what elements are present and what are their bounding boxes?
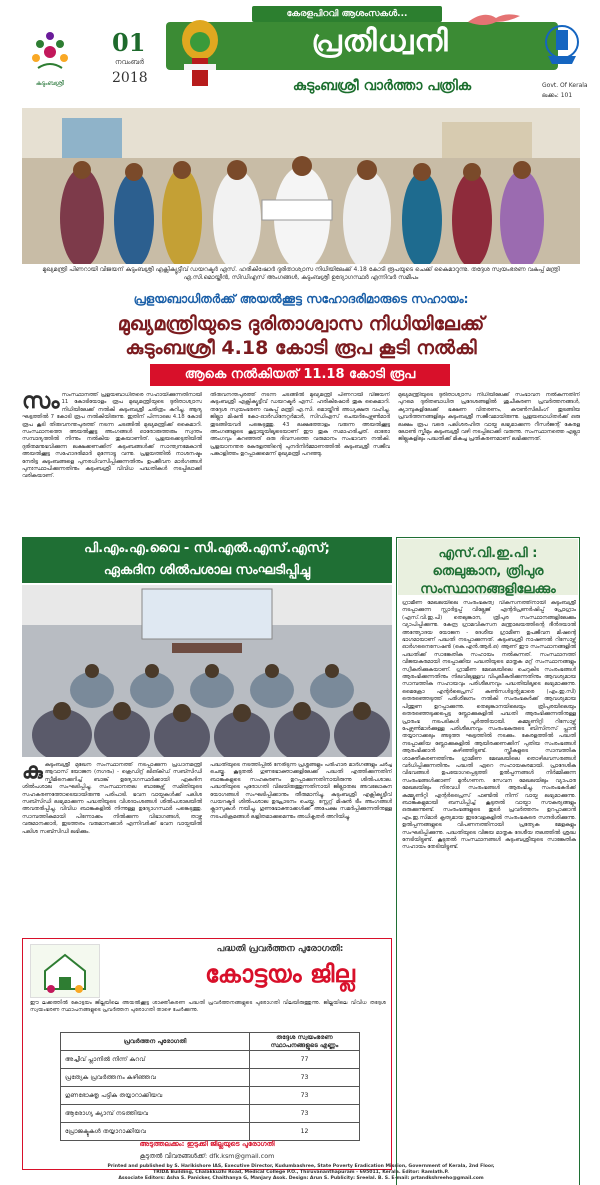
issue-year: 2018 [112, 70, 148, 86]
logo-label: കുടുംബശ്രീ [35, 80, 65, 87]
kudumbashree-logo-icon [28, 30, 72, 74]
pmay-dropcap: കു [22, 762, 43, 784]
pmay-col1-text: കുടുംബശ്രീ മുഖേന സംസ്ഥാനത്ത് നടപ്പാക്കുന്ന പ്രധാനമന്ത്രി ആവാസ് യോജന (നഗരം) - ക്രെഡിറ്റ് ലിങ്ക്ഡ് സബ്സിഡി സ്കീമിനെക്കുറിച്ച് ബാങ്ക് ഉദ്യോഗസ്ഥർക്കായി ഏകദിന ശിൽപശാല സംഘടിപ്പിച്ചു. സംസ്ഥാനതല ബാങ്കേഴ്സ് സമിതിയുടെ സഹകരണത്തോടെയായിരുന്നു പരിപാടി. ഭവന വായ്പകൾക്ക് പലിശ സബ്സിഡി ലഭ്യമാക്കുന്ന പദ്ധതിയുടെ വിശദാംശങ്ങൾ ശിൽപശാലയിൽ അവതരിപ്പിച്ചു. വിവിധ ബാങ്കുകളിൽ നിന്നുള്ള ഉദ്യോഗസ്ഥർ പങ്കെടുത്തു. സാമ്പത്തികമായി പിന്നോക്കം നിൽക്കുന്ന വിഭാഗങ്ങൾ, താഴ്ന്ന വരുമാനക്കാർ, ഇടത്തരം വരുമാനക്കാർ എന്നിവർക്ക് ഭവന വായ്പയിൽ പലിശ സബ്സിഡി ലഭിക്കും. [22, 762, 202, 835]
colophon-line3: Associate Editors: Asha S. Panicker, Chaithanya G, Manjary Asok. Design: Arun S. Publicity: Sreelal. B. S. E-mail: prtandkshreeho@gmail.com [118, 1176, 484, 1181]
colophon [22, 1164, 580, 1182]
table-row [61, 1087, 360, 1105]
table-header-count: തദ്ദേശ സ്വയംഭരണ സ്ഥാപനങ്ങളുടെ എണ്ണം [250, 1033, 360, 1051]
row-value: 73 [250, 1069, 360, 1087]
table-row [61, 1105, 360, 1123]
lead-headline-line1: മുഖ്യമന്ത്രിയുടെ ദുരിതാശ്വാസ നിധിയിലേക്ക് [117, 313, 485, 335]
row-label: ആരോഗ്യ ക്യാമ്പ് നടത്തിയവ [61, 1105, 250, 1123]
kottayam-kicker: പദ്ധതി പ്രവർത്തന പുരോഗതി: [216, 944, 344, 954]
colophon-line2: TRIDA Building, Chalakkuzhi Road, Medical College P.O., Thiruvananthapuram - 695011, Kerala. Editor: Ramlath.P. [153, 1170, 449, 1175]
house-icon [31, 945, 99, 997]
volume-label: ലക്കം: 101 [542, 92, 573, 99]
pmay-headline-line1: പി.എം.എ.വൈ - സി.എൽ.എസ്.എസ്; [84, 541, 330, 556]
tagline: കേരളപിറവി ആശംസകൾ... [252, 6, 442, 22]
pmay-headline [22, 537, 392, 583]
govt-label: Govt. Of Kerala [542, 82, 588, 89]
table-header-activity: പ്രവർത്തന പുരോഗതി [61, 1033, 250, 1051]
total-amount-banner: ആകെ നൽകിയത് 11.18 കോടി രൂപ [150, 364, 450, 386]
svep-headline-line3: സംസ്ഥാനങ്ങളിലേക്കും [420, 582, 556, 597]
row-label: ഗുണഭോക്തൃ പട്ടിക തയ്യാറാക്കിയവ [61, 1087, 250, 1105]
workshop-photo [22, 585, 392, 757]
lead-headline [22, 312, 580, 360]
table-row [61, 1051, 360, 1069]
lead-photo-caption: മുഖ്യമന്ത്രി പിണറായി വിജയന് കുടുംബശ്രീ എക്സിക്യൂട്ടീവ് ഡയറക്ടർ എസ്. ഹരികിഷോർ ദുരിതാശ്വാസ നിധിയിലേക്ക് 4.18 കോടി രൂപയുടെ ചെക്ക് കൈമാറുന്നു. തദ്ദേശ സ്വയംഭരണ വകുപ്പ് മന്ത്രി എ.സി.മൊയ്തീൻ, സിഡിഎസ് അംഗങ്ങൾ, കുടുംബശ്രീ ഉദ്യോഗസ്ഥർ എന്നിവർ സമീപം [42, 266, 560, 281]
newsletter-subtitle: കുടുംബശ്രീ വാർത്താ പത്രിക [292, 78, 472, 94]
lead-kicker: പ്രളയബാധിതർക്ക് അയൽക്കൂട്ട സഹോദരിമാരുടെ സഹായം: [133, 292, 469, 306]
masthead [0, 0, 600, 108]
svep-headline-line2: തെലുങ്കാന, ത്രിപുര [432, 564, 544, 579]
pmay-headline-line2: ഏകദിന ശിൽപശാല സംഘടിപ്പിച്ചു [103, 563, 311, 578]
row-value: 77 [250, 1051, 360, 1069]
table-header-row [61, 1033, 360, 1051]
pmay-col2-text: പദ്ധതിയുടെ നടത്തിപ്പിൽ നേരിടുന്ന പ്രശ്നങ്ങളും പരിഹാര മാർഗങ്ങളും ചർച്ച ചെയ്തു. കൂടുതൽ ഗുണഭോക്താക്കളിലേക്ക് പദ്ധതി എത്തിക്കുന്നതിന് ബാങ്കുകളുടെ സഹകരണം ഉറപ്പാക്കുന്നതിനായിരുന്നു ശിൽപശാല. പദ്ധതിയുടെ പുരോഗതി വിലയിരുത്തുന്നതിനായി ജില്ലാതല അവലോകന യോഗങ്ങൾ സംഘടിപ്പിക്കാനും തീരുമാനിച്ചു. കുടുംബശ്രീ എക്സിക്യൂട്ടീവ് ഡയറക്ടർ ശിൽപശാല ഉദ്ഘാടനം ചെയ്തു. സ്റ്റേറ്റ് മിഷൻ ടീം അംഗങ്ങൾ ക്ലാസുകൾ നയിച്ചു. ഗുണഭോക്താക്കൾക്ക് അപേക്ഷ സമർപ്പിക്കുന്നതിനുള്ള നടപടിക്രമങ്ങൾ ലളിതമാക്കുമെന്നും അധികൃതർ അറിയിച്ചു. [210, 762, 392, 820]
issue-number: 01 [112, 28, 146, 57]
kerala-emblem-icon [542, 22, 582, 68]
row-value: 73 [250, 1105, 360, 1123]
newsletter-title: പ്രതിധ്വനി [311, 24, 449, 59]
lead-column-2 [210, 392, 390, 532]
kottayam-intro: ഈ ലക്കത്തിൽ കോട്ടയം ജില്ലയിലെ അയൽക്കൂട്ട ശാക്തീകരണ പദ്ധതി പ്രവർത്തനങ്ങളുടെ പുരോഗതി വിലയിരുത്തുന്നു. ജില്ലയിലെ വിവിധ തദ്ദേശ സ്വയംഭരണ സ്ഥാപനങ്ങളുടെ പ്രവർത്തന പുരോഗതി താഴെ ചേർക്കുന്നു. [30, 1000, 386, 1013]
kottayam-title: കോട്ടയം ജില്ല [205, 960, 355, 988]
lead-col3-text: മുഖ്യമന്ത്രിയുടെ ദുരിതാശ്വാസ നിധിയിലേക്ക് സംഭാവന നൽകുന്നതിന് പുറമെ ദുരിതബാധിത പ്രദേശങ്ങളിൽ ശുചീകരണ പ്രവർത്തനങ്ങൾ, ക്യാമ്പുകളിലേക്ക് ഭക്ഷണ വിതരണം, കൗൺസിലിംഗ് തുടങ്ങിയ പ്രവർത്തനങ്ങളിലും കുടുംബശ്രീ സജീവമായിരുന്നു. പ്രളയബാധിതർക്ക് ഒരു ലക്ഷം രൂപ വരെ പലിശരഹിത വായ്പ ലഭ്യമാക്കുന്ന റീസർജന്റ് കേരള ലോൺ സ്കീമും കുടുംബശ്രീ വഴി നടപ്പിലാക്കി വരുന്നു. സംസ്ഥാനത്തെ എല്ലാ ജില്ലകളിലും പദ്ധതിക്ക് മികച്ച പ്രതികരണമാണ് ലഭിക്കുന്നത്. [398, 392, 580, 443]
lead-col2-text: തിരുവനന്തപുരത്ത് നടന്ന ചടങ്ങിൽ മുഖ്യമന്ത്രി പിണറായി വിജയന് കുടുംബശ്രീ എക്സിക്യൂട്ടീവ് ഡയറക്ടർ എസ്. ഹരികിഷോർ തുക കൈമാറി. തദ്ദേശ സ്വയംഭരണ വകുപ്പ് മന്ത്രി എ.സി. മൊയ്തീൻ അധ്യക്ഷത വഹിച്ചു. ജില്ലാ മിഷൻ കോ-ഓർഡിനേറ്റർമാർ, സിഡിഎസ് ചെയർപേഴ്സൺമാർ തുടങ്ങിയവർ പങ്കെടുത്തു. 43 ലക്ഷത്തോളം വരുന്ന അയൽക്കൂട്ട അംഗങ്ങളുടെ കൂട്ടായ്മയിലൂടെയാണ് ഈ തുക സമാഹരിച്ചത്. ഓരോ അംഗവും കുറഞ്ഞത് ഒരു ദിവസത്തെ വരുമാനം സംഭാവന നൽകി. പ്രളയാനന്തര കേരളത്തിന്റെ പുനർനിർമ്മാണത്തിൽ കുടുംബശ്രീ സജീവ പങ്കാളിത്തം ഉറപ്പാക്കുമെന്ന് മുഖ്യമന്ത്രി പറഞ്ഞു. [210, 392, 390, 458]
table-row [61, 1069, 360, 1087]
kottayam-next-issue: അടുത്തലക്കം: ഇടുക്കി ജില്ലയുടെ പുരോഗതി [139, 1140, 275, 1148]
pmay-column-1 [22, 762, 202, 932]
lead-dropcap: സം [22, 392, 60, 414]
svep-body-text: ഗ്രാമീണ മേഖലയിലെ സംരംഭകത്വ വികസനത്തിനായി കുടുംബശ്രീ നടപ്പാക്കുന്ന സ്റ്റാർട്ടപ്പ് വില്ലേജ് എന്റർപ്രണർഷിപ്പ് പ്രോഗ്രാം (എസ്.വി.ഇ.പി) തെലുങ്കാന, ത്രിപുര സംസ്ഥാനങ്ങളിലേക്കും വ്യാപിപ്പിക്കുന്നു. കേന്ദ്ര ഗ്രാമവികസന മന്ത്രാലയത്തിന്റെ ദീൻദയാൽ അന്ത്യോദയ യോജന - ദേശീയ ഗ്രാമീണ ഉപജീവന മിഷന്റെ ഭാഗമായാണ് പദ്ധതി നടപ്പാക്കുന്നത്. കുടുംബശ്രീ നാഷണൽ റിസോഴ്സ് ഓർഗനൈസേഷൻ (കെ.എൻ.ആർ.ഒ) ആണ് ഈ സംസ്ഥാനങ്ങളിൽ പദ്ധതിക്ക് സാങ്കേതിക സഹായം നൽകുന്നത്. സംസ്ഥാനത്ത് വിജയകരമായി നടപ്പാക്കിയ പദ്ധതിയുടെ മാതൃക മറ്റ് സംസ്ഥാനങ്ങളും സ്വീകരിക്കുകയാണ്. ഗ്രാമീണ മേഖലയിലെ ചെറുകിട സംരംഭങ്ങൾ ആരംഭിക്കുന്നതിനും നിലവിലുള്ളവ വിപുലീകരിക്കുന്നതിനും ആവശ്യമായ സാമ്പത്തിക സഹായവും പരിശീലനവും പദ്ധതിയിലൂടെ ലഭ്യമാക്കുന്നു. മൈക്രോ എന്റർപ്രൈസ് കൺസൾട്ടന്റുമാരെ (എം.ഇ.സി) തെരഞ്ഞെടുത്ത് പരിശീലനം നൽകി സംരംഭകർക്ക് ആവശ്യമായ പിന്തുണ ഉറപ്പാക്കുന്നു. തെലുങ്കാനയിലെയും ത്രിപുരയിലെയും തെരഞ്ഞെടുക്കപ്പെട്ട ബ്ലോക്കുകളിൽ പദ്ധതി ആരംഭിക്കുന്നതിനുള്ള പ്രാരംഭ നടപടികൾ പൂർത്തിയായി. കമ്മ്യൂണിറ്റി റിസോഴ്സ് പേഴ്സൺമാർക്കുള്ള പരിശീലനവും സംരംഭകരുടെ ബിസിനസ് പ്ലാൻ തയ്യാറാക്കലും അടുത്ത ഘട്ടത്തിൽ നടക്കും. കേരളത്തിൽ പദ്ധതി നടപ്പാക്കിയ ബ്ലോക്കുകളിൽ ആയിരക്കണക്കിന് പുതിയ സംരംഭങ്ങൾ ആരംഭിക്കാൻ കഴിഞ്ഞിട്ടുണ്ട്. സ്ത്രീകളുടെ സാമ്പത്തിക ശാക്തീകരണത്തിനും ഗ്രാമീണ മേഖലയിലെ തൊഴിലവസരങ്ങൾ വർധിപ്പിക്കുന്നതിനും പദ്ധതി ഏറെ സഹായകരമായി. പ്രാദേശിക വിഭവങ്ങൾ ഉപയോഗപ്പെടുത്തി ഉൽപ്പന്നങ്ങൾ നിർമ്മിക്കുന്ന സംരംഭങ്ങൾക്കാണ് മുൻഗണന. സേവന മേഖലയിലും വ്യാപാര മേഖലയിലും നിരവധി സംരംഭങ്ങൾ ആരംഭിച്ചു. സംരംഭകർക്ക് കമ്മ്യൂണിറ്റി എന്റർപ്രൈസ് ഫണ്ടിൽ നിന്ന് വായ്പ ലഭ്യമാക്കുന്നു. ബാങ്കുകളുമായി ബന്ധിപ്പിച്ച് കൂടുതൽ വായ്പാ സൗകര്യങ്ങളും ഒരുക്കുന്നുണ്ട്. സംരംഭങ്ങളുടെ തുടർ പ്രവർത്തനം ഉറപ്പാക്കാൻ എം.ഇ.സിമാർ കൃത്യമായ ഇടവേളകളിൽ സംരംഭകരെ സന്ദർശിക്കുന്നു. ഉൽപ്പന്നങ്ങളുടെ വിപണനത്തിനായി പ്രത്യേക മേളകളും സംഘടിപ്പിക്കുന്നു. പദ്ധതിയുടെ വിജയ മാതൃക ദേശീയ തലത്തിൽ ശ്രദ്ധ നേടിയിട്ടുണ്ട്. കൂടുതൽ സംസ്ഥാനങ്ങൾ കുടുംബശ്രീയുടെ സാങ്കേതിക സഹായം തേടിയിട്ടുണ്ട്. [402, 600, 576, 851]
row-value: 12 [250, 1123, 360, 1141]
lead-col1-text: സംസ്ഥാനത്ത് പ്രളയബാധിതരെ സഹായിക്കുന്നതിനായി 11 കോടിയോളം രൂപ മുഖ്യമന്ത്രിയുടെ ദുരിതാശ്വാസ നിധിയിലേക്ക് നൽകി കുടുംബശ്രീ ചരിത്രം കുറിച്ചു. ആദ്യ ഘട്ടത്തിൽ 7 കോടി രൂപ നൽകിയിരുന്നു. ഇതിന് പിന്നാലെ 4.18 കോടി രൂപ കൂടി തിരുവനന്തപുരത്ത് നടന്ന ചടങ്ങിൽ മുഖ്യമന്ത്രിക്ക് കൈമാറി. സംസ്ഥാനത്തെ അയൽക്കൂട്ട അംഗങ്ങൾ ഓരോരുത്തരും സ്വന്തം സമ്പാദ്യത്തിൽ നിന്നും നൽകിയ തുകയാണിത്. പ്രളയക്കെടുതിയിൽ ദുരിതമനുഭവിക്കുന്ന ലക്ഷക്കണക്കിന് കുടുംബങ്ങൾക്ക് സാന്ത്വനമേകാൻ അയൽക്കൂട്ട സഹോദരിമാർ മുന്നോട്ടു വന്നു. പ്രളയത്തിൽ നാശനഷ്ടം നേരിട്ട കുടുംബങ്ങളെ പുനരധിവസിപ്പിക്കുന്നതിനും ഉപജീവന മാർഗങ്ങൾ പുനഃസ്ഥാപിക്കുന്നതിനും കുടുംബശ്രീ വിവിധ പദ്ധതികൾ നടപ്പിലാക്കി വരികയാണ്. [22, 392, 202, 480]
kottayam-contact: കൂടുതൽ വിവരങ്ങൾക്ക്: dfk.ksm@gmail.com [139, 1152, 275, 1160]
table-row [61, 1123, 360, 1141]
lead-headline-line2: കുടുംബശ്രീ 4.18 കോടി രൂപ കൂടി നൽകി [125, 337, 477, 359]
row-label: അച്ചീവ് പ്ലാനിൽ നിന്ന് കുറവ് [61, 1051, 250, 1069]
pmay-column-2 [210, 762, 392, 932]
row-label: പ്രത്യേക പ്രവർത്തനം കഴിഞ്ഞവ [61, 1069, 250, 1087]
row-value: 73 [250, 1087, 360, 1105]
issue-month: നവംബർ [115, 58, 144, 66]
lead-photo-illustration [22, 108, 580, 264]
colophon-line1: Printed and published by S. Harikishore IAS, Executive Director, Kudumbashree, State Poverty Eradication Mission, Government of Kerala, 2nd Floor, [107, 1164, 495, 1169]
lead-column-3 [398, 392, 580, 532]
kottayam-logo [30, 944, 100, 998]
row-label: പ്രോജക്ടുകൾ തയ്യാറാക്കിയവ [61, 1123, 250, 1141]
workshop-photo-illustration [22, 585, 392, 757]
kottayam-progress-table [60, 1032, 360, 1141]
lead-column-1 [22, 392, 202, 532]
svep-headline-line1: എസ്.വി.ഇ.പി : [438, 546, 538, 561]
svep-body [402, 600, 576, 1152]
kathakali-dancer-icon [172, 18, 228, 90]
svep-headline [398, 539, 578, 595]
lead-photo [22, 108, 580, 264]
